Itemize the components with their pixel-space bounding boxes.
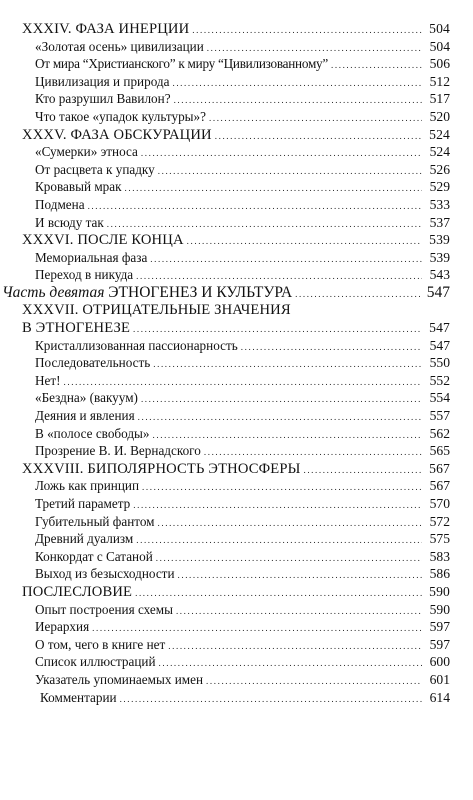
entry-title: Третий параметр: [35, 496, 131, 512]
entry-page: 506: [429, 56, 450, 72]
entry-title: Подмена: [35, 196, 85, 212]
entry-page: 597: [429, 636, 450, 652]
entry-title: «Бездна» (вакуум): [35, 390, 138, 406]
entry-page: 512: [429, 73, 450, 89]
entry-title: ПОСЛЕСЛОВИЕ: [22, 584, 133, 600]
toc-entry[interactable]: [0, 425, 473, 443]
entry-title: Переход в никуда: [35, 267, 134, 283]
leader-dots: [174, 92, 422, 110]
leader-dots: [135, 585, 422, 603]
leader-dots: [141, 391, 422, 409]
entry-page: 547: [426, 283, 450, 301]
leader-dots: [142, 479, 422, 497]
entry-page: 586: [429, 566, 450, 582]
entry-title: От расцвета к упадку: [35, 161, 155, 177]
toc-entry[interactable]: [0, 337, 473, 355]
entry-title: Кто разрушил Вавилон?: [35, 91, 171, 107]
entry-title: XXXVI. ПОСЛЕ КОНЦА: [22, 232, 184, 249]
entry-title: Нет!: [35, 372, 61, 388]
toc-entry-chapter[interactable]: [0, 583, 473, 601]
entry-title: «Золотая осень» цивилизации: [35, 38, 204, 54]
leader-dots: [120, 691, 422, 709]
toc-entry[interactable]: [0, 108, 473, 126]
entry-title: Ложь как принцип: [35, 478, 140, 494]
toc-entry[interactable]: [0, 266, 473, 284]
entry-page: 543: [429, 267, 450, 283]
toc-entry-chapter[interactable]: [0, 20, 473, 38]
toc-entry[interactable]: [0, 161, 473, 179]
entry-page: 539: [429, 249, 450, 265]
toc-entry[interactable]: [0, 55, 473, 73]
toc-entry[interactable]: [0, 689, 473, 707]
entry-title: Что такое «упадок культуры»?: [35, 108, 206, 124]
entry-page: 557: [429, 408, 450, 424]
entry-title: Опыт построения схемы: [35, 601, 173, 617]
toc-entry-chapter-line1[interactable]: [0, 302, 473, 320]
leader-dots: [107, 216, 422, 234]
toc-entry-chapter[interactable]: [0, 126, 473, 144]
leader-dots: [295, 286, 420, 304]
leader-dots: [156, 550, 422, 568]
part-title: ЭТНОГЕНЕЗ И КУЛЬТУРА: [104, 283, 293, 301]
entry-title: Последовательность: [35, 355, 151, 371]
entry-title: Выход из безысходности: [35, 566, 175, 582]
toc-entry[interactable]: [0, 73, 473, 91]
toc-entry[interactable]: [0, 495, 473, 513]
leader-dots: [241, 339, 422, 357]
toc-entry[interactable]: [0, 513, 473, 531]
entry-title: От мира “Христианского” к миру “Цивилизованному”: [35, 56, 329, 72]
entry-page: 565: [429, 443, 450, 459]
toc-entry[interactable]: [0, 442, 473, 460]
leader-dots: [158, 515, 422, 533]
entry-page: 590: [429, 601, 450, 617]
entry-page: 504: [429, 21, 450, 36]
toc-entry-chapter-line2[interactable]: [0, 319, 473, 337]
entry-page: 520: [429, 108, 450, 124]
entry-page: 547: [429, 320, 450, 336]
leader-dots: [215, 128, 422, 146]
toc-entry[interactable]: [0, 354, 473, 372]
leader-dots: [178, 567, 423, 585]
entry-title: XXXVII. ОТРИЦАТЕЛЬНЫЕ ЗНАЧЕНИЯ: [22, 301, 291, 318]
entry-title: Губительный фантом: [35, 513, 155, 529]
entry-title: Мемориальная фаза: [35, 249, 148, 265]
entry-page: 552: [429, 372, 450, 388]
entry-title: Список иллюстраций: [35, 654, 156, 670]
leader-dots: [204, 444, 422, 462]
leader-dots: [136, 532, 422, 550]
entry-page: 570: [429, 496, 450, 512]
leader-dots: [141, 145, 422, 163]
entry-title: Цивилизация и природа: [35, 73, 170, 89]
entry-title: XXXIV. ФАЗА ИНЕРЦИИ: [22, 21, 190, 37]
leader-dots: [125, 180, 422, 198]
entry-title: «Сумерки» этноса: [35, 144, 138, 160]
entry-page: 597: [429, 619, 450, 635]
entry-page: 567: [429, 478, 450, 494]
toc-entry[interactable]: [0, 671, 473, 689]
entry-title: Прозрение В. И. Вернадского: [35, 443, 201, 459]
toc-entry[interactable]: [0, 143, 473, 161]
entry-title: Кристаллизованная пассионарность: [35, 337, 238, 353]
entry-page: 600: [429, 654, 450, 670]
toc-entry[interactable]: [0, 618, 473, 636]
entry-page: 524: [429, 144, 450, 160]
leader-dots: [209, 110, 422, 128]
table-of-contents: [0, 20, 473, 706]
entry-page: 590: [429, 584, 450, 599]
entry-page: 504: [429, 38, 450, 54]
leader-dots: [192, 22, 422, 40]
entry-page: 517: [429, 91, 450, 107]
toc-entry[interactable]: [0, 372, 473, 390]
entry-title: О том, чего в книге нет: [35, 636, 166, 652]
toc-entry[interactable]: [0, 477, 473, 495]
leader-dots: [150, 251, 422, 269]
leader-dots: [172, 75, 422, 93]
toc-entry[interactable]: [0, 178, 473, 196]
toc-entry[interactable]: [0, 196, 473, 214]
toc-entry[interactable]: [0, 601, 473, 619]
toc-entry-chapter[interactable]: [0, 231, 473, 249]
entry-page: 567: [429, 460, 450, 476]
entry-title: [2, 284, 292, 302]
entry-page: 533: [429, 196, 450, 212]
entry-title: XXXV. ФАЗА ОБСКУРАЦИИ: [22, 126, 212, 143]
entry-page: 526: [429, 161, 450, 177]
leader-dots: [168, 638, 422, 656]
entry-page: 524: [429, 126, 450, 142]
entry-page: 572: [429, 513, 450, 529]
toc-entry[interactable]: [0, 389, 473, 407]
toc-entry[interactable]: [0, 38, 473, 56]
toc-entry[interactable]: [0, 565, 473, 583]
entry-title: В «полосе свободы»: [35, 425, 150, 441]
toc-entry[interactable]: [0, 214, 473, 232]
entry-page: 583: [429, 548, 450, 564]
entry-title: Кровавый мрак: [35, 179, 122, 195]
entry-page: 562: [429, 425, 450, 441]
leader-dots: [133, 497, 422, 515]
entry-title: И всюду так: [35, 214, 104, 230]
entry-page: 550: [429, 355, 450, 371]
entry-title: Указатель упоминаемых имен: [35, 671, 204, 687]
toc-entry[interactable]: [0, 407, 473, 425]
entry-title: Деяния и явления: [35, 408, 135, 424]
leader-dots: [206, 673, 422, 691]
toc-entry-part[interactable]: [0, 284, 473, 302]
entry-title: Древний дуализм: [35, 531, 134, 547]
entry-page: 601: [429, 671, 450, 687]
leader-dots: [158, 163, 422, 181]
leader-dots: [88, 198, 422, 216]
toc-entry[interactable]: [0, 548, 473, 566]
entry-page: 539: [429, 232, 450, 248]
entry-title: Конкордат с Сатаной: [35, 548, 153, 564]
leader-dots: [331, 57, 422, 75]
toc-entry-chapter[interactable]: [0, 460, 473, 478]
entry-title: Комментарии: [40, 689, 117, 705]
entry-page: 575: [429, 531, 450, 547]
toc-entry[interactable]: [0, 249, 473, 267]
leader-dots: [153, 356, 422, 374]
entry-page: 554: [429, 390, 450, 406]
toc-entry[interactable]: [0, 636, 473, 654]
toc-entry[interactable]: [0, 90, 473, 108]
entry-page: 537: [429, 214, 450, 230]
entry-page: 614: [429, 689, 450, 705]
leader-dots: [176, 603, 422, 621]
leader-dots: [138, 409, 422, 427]
toc-entry[interactable]: [0, 653, 473, 671]
entry-page: 529: [429, 179, 450, 195]
leader-dots: [187, 233, 422, 251]
leader-dots: [303, 462, 422, 480]
entry-page: 547: [429, 337, 450, 353]
entry-title: В ЭТНОГЕНЕЗЕ: [22, 320, 131, 337]
part-number: Часть девятая: [2, 283, 105, 301]
entry-title: Иерархия: [35, 619, 90, 635]
entry-title: XXXVIII. БИПОЛЯРНОСТЬ ЭТНОСФЕРЫ: [22, 460, 301, 477]
toc-entry[interactable]: [0, 530, 473, 548]
